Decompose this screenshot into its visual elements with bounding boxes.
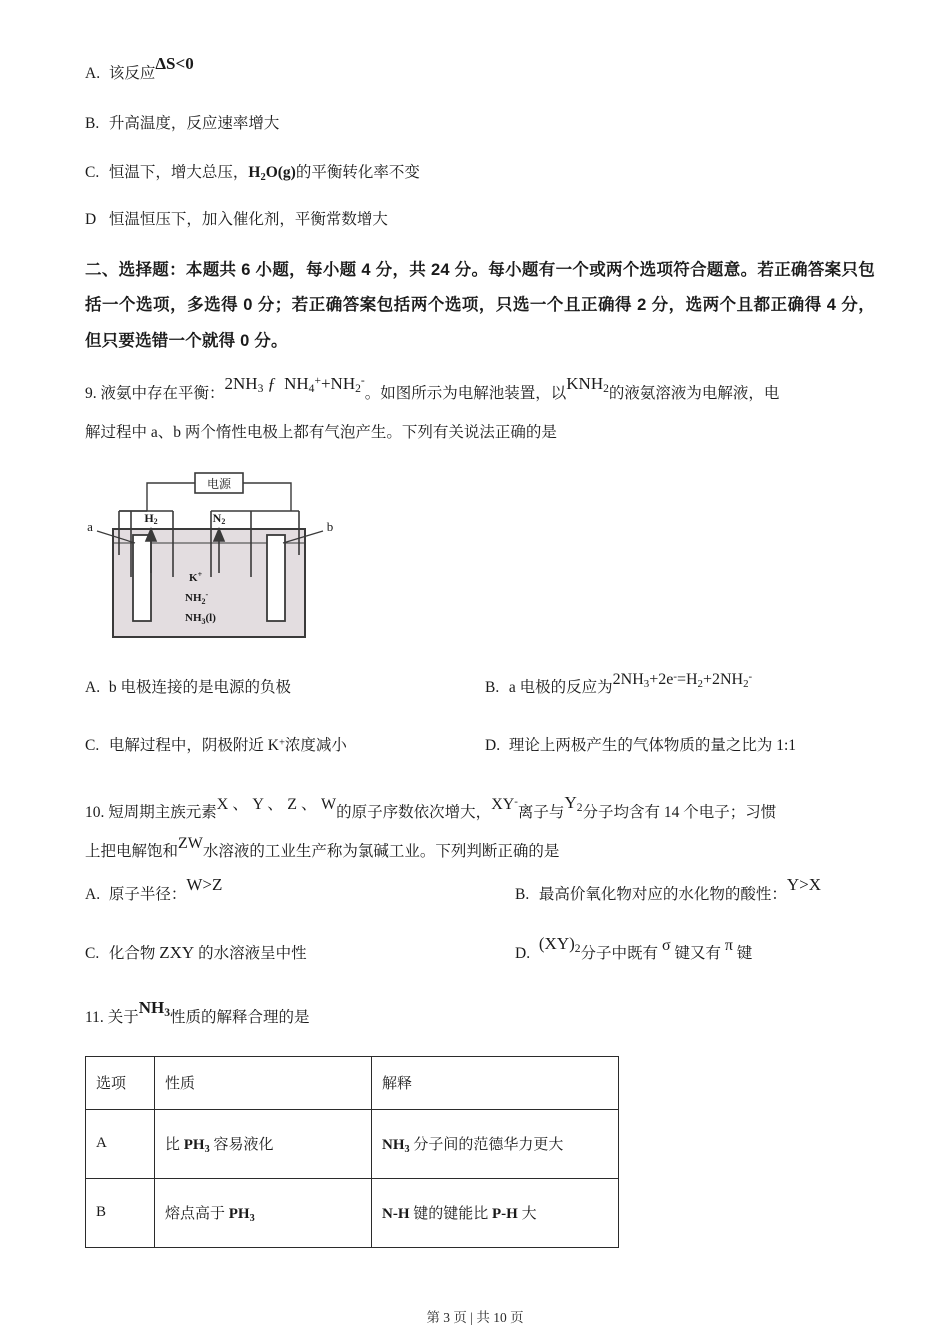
q10-number: 10. [85, 803, 105, 821]
q9-option-a-text: b 电极连接的是电源的负极 [108, 679, 292, 697]
q10-option-c [85, 940, 515, 966]
table-cell-explanation-b: N-H 键的键能比 P-H 大 [372, 1178, 619, 1247]
q10-stem-part3: 离子与 [517, 803, 565, 821]
q9-option-b-label: B. [485, 679, 500, 697]
q9-stem [85, 373, 875, 414]
electrolysis-cell-diagram [85, 469, 385, 654]
q10-stem-part4: 分子均含有 14 个电子；习惯 [582, 803, 777, 821]
q9-option-c-text: 电解过程中，阴极附近 K+浓度减小 [108, 737, 347, 755]
q8-option-a [85, 54, 875, 86]
table-row [86, 1178, 619, 1247]
q8-option-b [85, 112, 875, 135]
table-cell-option-a: A [86, 1109, 155, 1178]
q10-option-d-label: D. [515, 945, 531, 963]
table-header-option: 选项 [86, 1056, 155, 1109]
q10-option-b-label: B. [515, 885, 530, 903]
q10-stem-part1: 短周期主族元素 [108, 803, 217, 821]
q10-stem-line2-part2: 水溶液的工业生产称为氯碱工业。下列判断正确的是 [202, 842, 560, 860]
q10-stem-line2-part1: 上把电解饱和 [85, 842, 179, 860]
table-cell-property-a: 比 $PH_3$ 容易液化 [155, 1109, 372, 1178]
q8-option-a-formula: ΔS<0 [155, 54, 194, 73]
q10-option-b-formula: Y>X [786, 874, 822, 894]
q11-stem-part2: 性质的解释合理的是 [169, 1009, 310, 1026]
equilibrium-arrow-icon: ƒ [267, 374, 276, 394]
q10-options-row-2 [85, 934, 875, 967]
q9-option-b [485, 670, 875, 700]
q9-options-row-1 [85, 670, 875, 700]
q9-option-c [85, 734, 485, 757]
q8-option-c-text-after: 的平衡转化率不变 [295, 163, 420, 181]
q10-stem [85, 792, 875, 833]
q9-option-d-text: 理论上两极产生的气体物质的量之比为 1:1 [508, 737, 797, 755]
q10-option-c-text: 化合物 ZXY 的水溶液呈中性 [108, 943, 307, 963]
q9-reagent: $KNH_2$ [566, 374, 609, 396]
q10-option-c-label: C. [85, 945, 100, 963]
q9-equilibrium-equation: $2NH_3$ ƒ $NH_4^++NH_2^-$ [224, 374, 365, 396]
q9-stem-part1: 液氨中存在平衡： [100, 385, 225, 403]
electrode-label-a: a [87, 519, 93, 535]
q8-option-c-label: C. [85, 163, 100, 181]
table-header-explanation: 解释 [372, 1056, 619, 1109]
q9-stem-part3: 的液氨溶液为电解液，电 [608, 385, 780, 403]
page-footer: 第 3 页 | 共 10 页 [426, 1310, 524, 1325]
table-cell-option-b: B [86, 1178, 155, 1247]
q11-subject: $NH_3$ [138, 998, 170, 1020]
q10-option-a-formula: W>Z [186, 874, 223, 894]
q10-option-d-text: 分子中既有 σ 键又有 π 键 [580, 937, 753, 963]
q9-option-a [85, 676, 485, 699]
q9-option-d [485, 734, 875, 757]
power-source-label: 电源 [206, 477, 232, 492]
q10-option-a-text: 原子半径： [108, 885, 187, 903]
q9-figure-wrap [85, 469, 875, 654]
q11-stem [85, 997, 875, 1038]
q8-option-c-formula: $H_2O(g)$ [248, 163, 296, 183]
q8-option-d-text: 恒温恒压下，加入催化剂，平衡常数增大 [108, 210, 388, 228]
q10-stem-part2: 的原子序数依次增大， [336, 803, 492, 821]
q9-option-d-label: D. [485, 737, 501, 755]
q10-options-row-1 [85, 874, 875, 907]
gas-label-left: H2 [144, 511, 158, 527]
q10-stem-line2 [85, 833, 875, 871]
q10-ion-1: XY- [491, 795, 518, 813]
q10-option-a [85, 874, 515, 907]
q10-option-d [515, 934, 875, 967]
q11-number: 11. [85, 1009, 104, 1026]
q10-ion-2: $Y_2$ [564, 792, 583, 814]
q8-option-d-label: D [85, 210, 97, 228]
gas-label-right: N2 [212, 511, 226, 527]
table-header-property: 性质 [155, 1056, 372, 1109]
table-cell-property-b: 熔点高于 $PH_3$ [155, 1178, 372, 1247]
table-cell-explanation-a: $NH_3$ 分子间的范德华力更大 [372, 1109, 619, 1178]
ion-label-amide: $NH_2^-$ [185, 590, 209, 607]
q11-stem-part1: 关于 [107, 1009, 139, 1026]
q10-compound: ZW [178, 834, 203, 852]
q10-elements: X 、 Y 、 Z 、 W [216, 795, 337, 813]
q8-option-b-label: B. [85, 114, 100, 132]
q8-option-c-text-before: 恒温下，增大总压， [108, 163, 249, 181]
ion-label-potassium: K+ [189, 570, 203, 585]
q8-option-d [85, 208, 875, 231]
q8-option-b-text: 升高温度，反应速率增大 [108, 114, 280, 132]
table-row [86, 1109, 619, 1178]
q9-option-a-label: A. [85, 679, 101, 697]
q8-option-c [85, 161, 875, 186]
q9-option-b-text: a 电极的反应为 [508, 679, 613, 697]
q9-stem-line2: 解过程中 a、b 两个惰性电极上都有气泡产生。下列有关说法正确的是 [85, 423, 557, 441]
solvent-label: $NH_3(l)$ [185, 612, 216, 627]
q9-stem-part2: 。如图所示为电解池装置，以 [364, 385, 567, 403]
page-content [85, 54, 875, 1248]
q8-option-a-label: A. [85, 65, 101, 82]
section-2-heading: 二、选择题：本题共 6 小题，每小题 4 分，共 24 分。每小题有一个或两个选项符合题意。若正确答案只包括一个选项，多选得 0 分；若正确答案包括两个选项，只选一个且正确得 2 分，选两个且都正确得 4 分，但只要选错一个就得 0 分。 [85, 260, 875, 350]
q9-option-b-formula: $2NH_3+2e^-=H_2+2NH_2^-$ [612, 670, 753, 691]
q10-option-d-formula: $(XY)_2$ [538, 934, 581, 956]
q10-option-b [515, 874, 875, 907]
q9-number: 9. [85, 385, 97, 403]
electrode-label-b: b [326, 519, 334, 535]
q9-option-c-label: C. [85, 737, 100, 755]
q10-option-a-label: A. [85, 885, 101, 903]
table-header-row [86, 1056, 619, 1109]
q9-options-row-2 [85, 734, 875, 757]
q10-option-b-text: 最高价氧化物对应的水化物的酸性： [538, 885, 787, 903]
q11-table [85, 1056, 619, 1248]
q8-option-a-text: 该反应 [108, 65, 156, 82]
